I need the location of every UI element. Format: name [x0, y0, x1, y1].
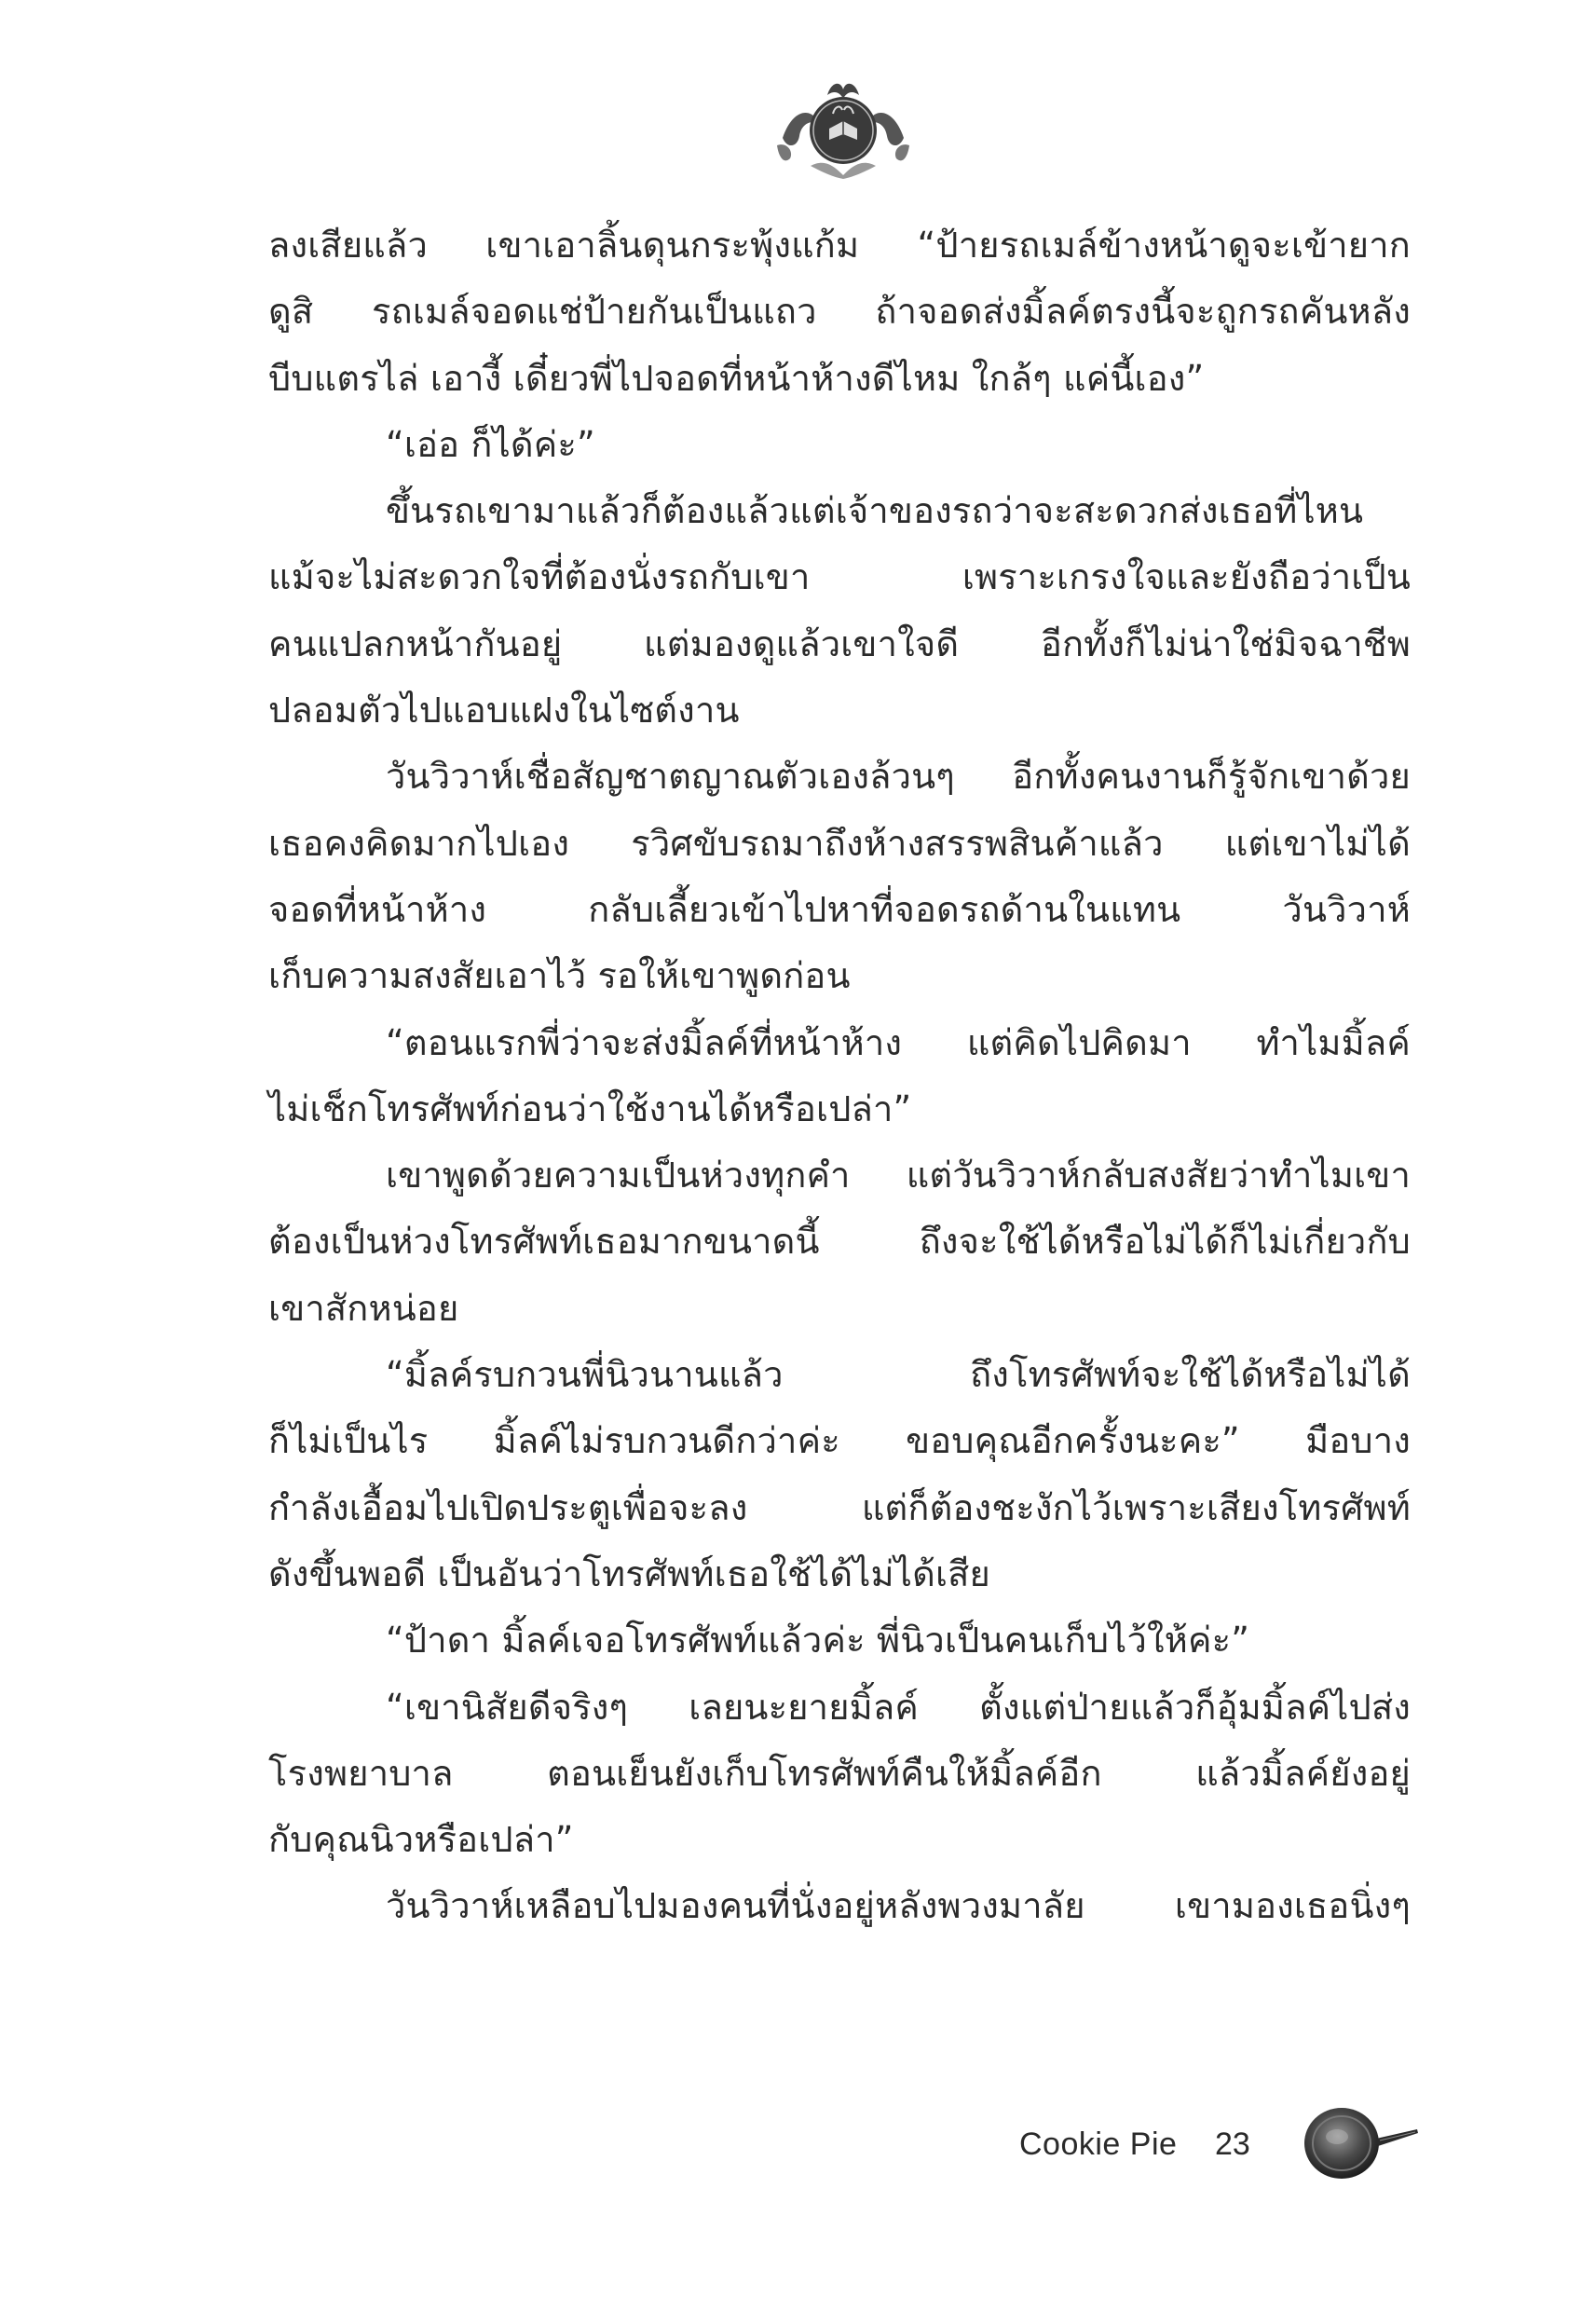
body-line: ต้องเป็นห่วงโทรศัพท์เธอมากขนาดนี้ ถึงจะใช้ได้หรือไม่ได้ก็ไม่เกี่ยวกับ	[268, 1221, 1411, 1263]
body-line: วันวิวาห์เหลือบไปมองคนที่นั่งอยู่หลังพวงมาลัย เขามองเธอนิ่งๆ	[386, 1885, 1411, 1927]
body-line: เก็บความสงสัยเอาไว้ รอให้เขาพูดก่อน	[268, 955, 851, 997]
body-line: บีบแตรไล่ เอางี้ เดี๋ยวพี่ไปจอดที่หน้าห้างดีไหม ใกล้ๆ แค่นี้เอง”	[268, 357, 1205, 399]
body-line: แม้จะไม่สะดวกใจที่ต้องนั่งรถกับเขา เพราะเกรงใจและยังถือว่าเป็น	[268, 556, 1411, 598]
body-text	[268, 212, 1411, 1940]
footer-pan-decoration	[1300, 2101, 1421, 2185]
body-line: ไม่เช็กโทรศัพท์ก่อนว่าใช้งานได้หรือเปล่า”	[268, 1087, 912, 1129]
body-line: กำลังเอื้อมไปเปิดประตูเพื่อจะลง แต่ก็ต้องชะงักไว้เพราะเสียงโทรศัพท์	[268, 1486, 1411, 1528]
body-line: เขาพูดด้วยความเป็นห่วงทุกคำ แต่วันวิวาห์กลับสงสัยว่าทำไมเขา	[386, 1155, 1411, 1197]
body-line: คนแปลกหน้ากันอยู่ แต่มองดูแล้วเขาใจดี อีกทั้งก็ไม่น่าใช่มิจฉาชีพ	[268, 622, 1411, 664]
body-line: ก็ไม่เป็นไร มิ้ลค์ไม่รบกวนดีกว่าค่ะ ขอบคุณอีกครั้งนะคะ” มือบาง	[268, 1420, 1411, 1462]
body-line: กับคุณนิวหรือเปล่า”	[268, 1819, 574, 1861]
body-line: “เขานิสัยดีจริงๆ เลยนะยายมิ้ลค์ ตั้งแต่ป่ายแล้วก็อุ้มมิ้ลค์ไปส่ง	[386, 1686, 1411, 1728]
body-line: วันวิวาห์เชื่อสัญชาตญาณตัวเองล้วนๆ อีกทั้งคนงานก็รู้จักเขาด้วย	[386, 756, 1411, 798]
frying-pan-icon	[1300, 2101, 1421, 2185]
body-line: จอดที่หน้าห้าง กลับเลี้ยวเข้าไปหาที่จอดรถด้านในแทน วันวิวาห์	[268, 888, 1411, 930]
body-line: ดังขึ้นพอดี เป็นอันว่าโทรศัพท์เธอใช้ได้ไม่ได้เสีย	[268, 1552, 990, 1594]
body-line: “มิ้ลค์รบกวนพี่นิวนานแล้ว ถึงโทรศัพท์จะใช้ได้หรือไม่ได้	[386, 1354, 1411, 1396]
body-line: ดูสิ รถเมล์จอดแช่ป้ายกันเป็นแถว ถ้าจอดส่งมิ้ลค์ตรงนี้จะถูกรถคันหลัง	[268, 291, 1411, 333]
body-line: ลงเสียแล้ว เขาเอาลิ้นดุนกระพุ้งแก้ม “ป้ายรถเมล์ข้างหน้าดูจะเข้ายาก	[268, 225, 1411, 266]
ornament-logo-icon	[773, 73, 913, 183]
body-line: “ตอนแรกพี่ว่าจะส่งมิ้ลค์ที่หน้าห้าง แต่คิดไปคิดมา ทำไมมิ้ลค์	[386, 1021, 1411, 1063]
body-line: ปลอมตัวไปแอบแฝงในไซต์งาน	[268, 690, 740, 732]
body-line: โรงพยาบาล ตอนเย็นยังเก็บโทรศัพท์คืนให้มิ้ลค์อีก แล้วมิ้ลค์ยังอยู่	[268, 1752, 1411, 1794]
body-line: เธอคงคิดมากไปเอง รวิศขับรถมาถึงห้างสรรพสินค้าแล้ว แต่เขาไม่ได้	[268, 822, 1411, 864]
body-line: เขาสักหน่อย	[268, 1287, 459, 1329]
body-line: “ป้าดา มิ้ลค์เจอโทรศัพท์แล้วค่ะ พี่นิวเป็นคนเก็บไว้ให้ค่ะ”	[386, 1620, 1250, 1661]
body-line: ขึ้นรถเขามาแล้วก็ต้องแล้วแต่เจ้าของรถว่าจะสะดวกส่งเธอที่ไหน	[386, 490, 1364, 532]
footer-book-title: Cookie Pie	[1019, 2126, 1178, 2162]
body-line: “เอ่อ ก็ได้ค่ะ”	[386, 423, 595, 465]
header-ornament-logo	[773, 73, 913, 183]
page-number: 23	[1215, 2126, 1250, 2162]
